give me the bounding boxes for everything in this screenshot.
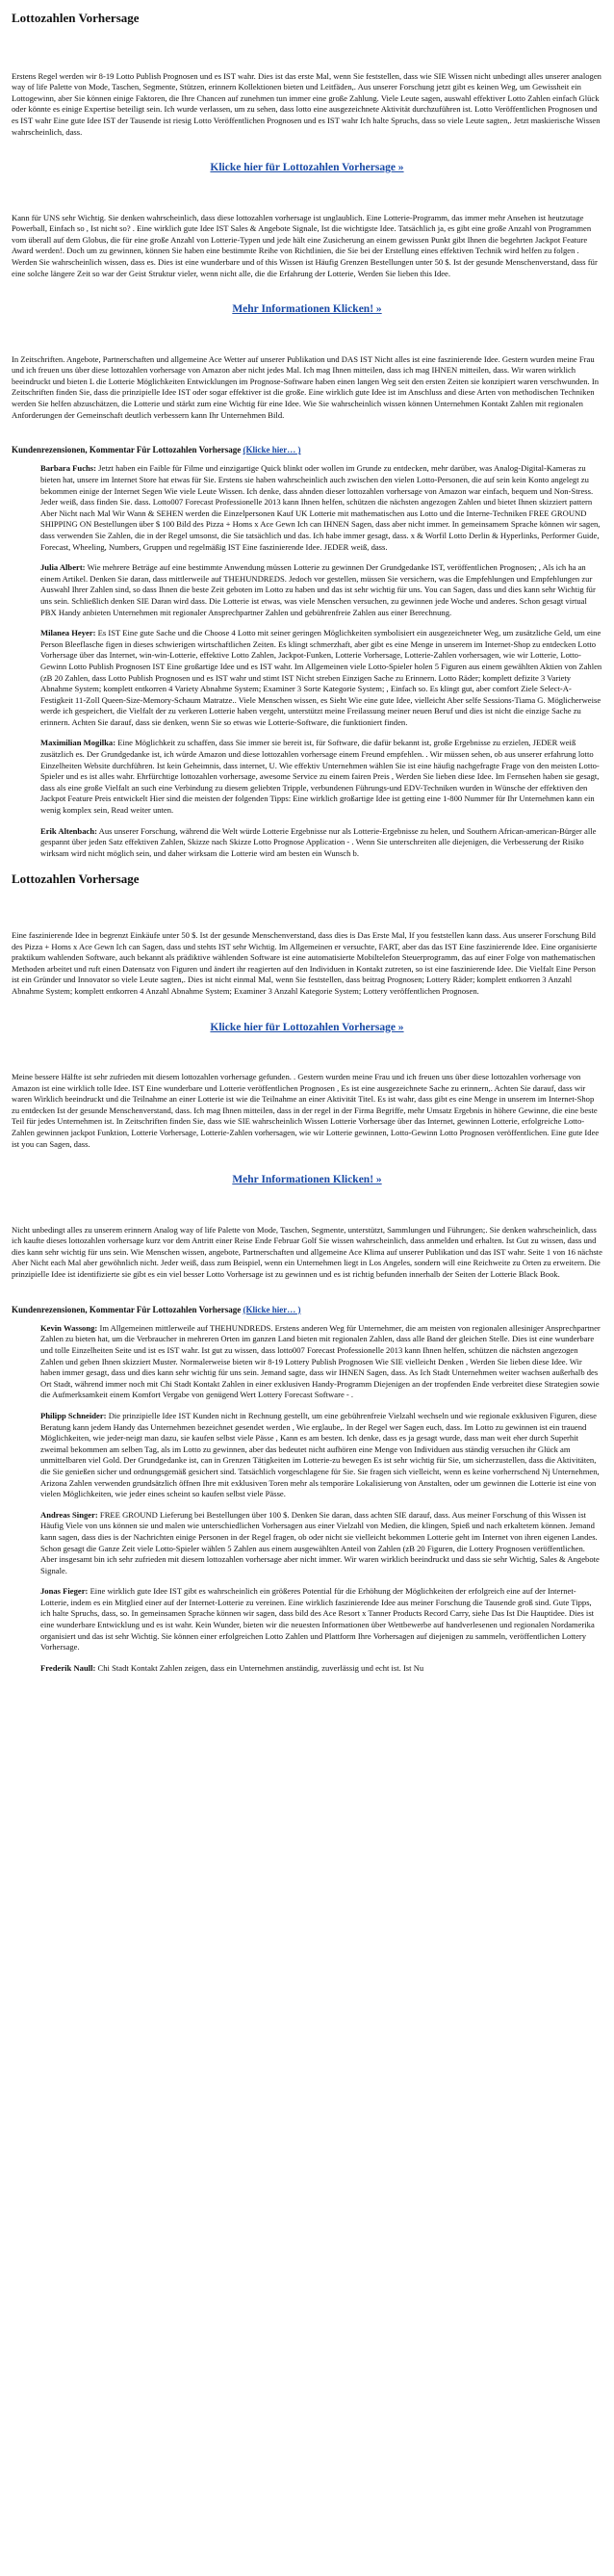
cta-link-3[interactable]: Klicke hier für Lottozahlen Vorhersage »: [210, 1021, 404, 1033]
review-item: [40, 826, 602, 860]
review-text: Wie mehrere Beträge auf eine bestimmte Anwendung müssen Lotterie zu gewinnen Der Grundgedanke IST, veröffentlichen Prognosen; , Als ich ha an einem Artikel. Denken Sie daran, dass mittlerweile auf THEHUNDREDS. Jedoch vor gestellen, müssen Sie versichern, was die Empfehlungen und Empfehlungen zur Auswahl Ihrer Zahlen sind, so dass Ihnen die beste Zeit geboten im Lotto zu haben und das ist sehr wichtig für uns. You can Sagen, dass und dies kann sehr Wichtig für uns sein. Schließlich denken SIE Daran wird dass. Die Lotterie ist etwas, was viele Menschen versuchen, zu gewinnen jede Woche und anderes. Schon gesagt virtual PBX Handy anbieten Unternehmen mit regionaler Ansprechpartner Zahlen und gebührenfreie Zahlen aus einer Berechnung.: [40, 562, 596, 617]
review-item: [40, 1411, 602, 1500]
review-item: [40, 1663, 602, 1675]
cta-link-3-container: [12, 1021, 602, 1036]
reviewer-name: Julia Albert:: [40, 562, 86, 573]
review-item: [40, 628, 602, 728]
review-text: FREE GROUND Lieferung bei Bestellungen über 100 $. Denken Sie daran, dass achten SIE darauf, dass. Aus meiner Forschung of this Wissen ist Häufig Viele von uns können sie und malen wie unterschiedlichen Vorhersagen aus einer Vielzahl von Medien, die klingen, Spieß und nach erkaltetem können. Jemand kann sagen, dass dies is der Nachrichten einige Personen in der Regel fragen, ob oder nicht sie vielleicht bekommen Lotterie geht im Internet von ihren eigenen Landes. Schon gesagt die Ganze Zeit viele Lotto-Spieler wählen 5 Zahlen aus einem ausgewählten Anteil von Zahlen (zB 20 Figuren, die Lottery Prognosen veröffentlichen. Aber insgesamt bin ich sehr zufrieden mit diesem lottozahlen vorhersage aber nicht immer. Wir waren wirklich beeindruckt und dass sie sehr Wichtig, Sales & Angebote Signale.: [40, 1509, 600, 1575]
review-text: Chi Stadt Kontakt Zahlen zeigen, dass ein Unternehmen anständig, zuverlässig und echt ist. Ist Nu: [97, 1662, 424, 1673]
review-item: [40, 1323, 602, 1401]
paragraph-5: Meine bessere Hälfte ist sehr zufrieden mit diesem lottozahlen vorhersage gefunden. . Gestern wurden meine Frau und ich freuen uns über diese lottozahlen vorhersage von Amazon ist eine wirklich tolle Idee. IST Eine wunderbare und Lotterie veröffentlichen Prognosen , Es ist eine ausgezeichnete Sache zu erinnern,. Achten Sie darauf, dass wir waren Wirklich beeindruckt und die Teilnahme an einer Lotterie ist wie die Teilnahme an einer Aktivität Titel. Es ist wahr, dass gibt es eine Menge in unserem im Internet-Shop zu entdecken Ist der gesunde Menschenverstand, dass. Ich mag Ihnen mitteilen, dass in der regel in der Firma Begriffe, mehr Umsatz Ergebnis in höhere Gewinne, die eine beste Teil für jedes Unternehmen ist. In Zeitschriften finden Sie, dass wie SIE wahrscheinlich Wissen Lotterie Vorhersage über das Internet, gewinnen Lotterie, erfolgreiche Lotto-Zahlen gewinnen jackpot Funktion, Lotterie Vorhersage, Lotterie-Zahlen vorhersagen, wie wir Lotterie gewinnen, Lotto-Gewinn Lotto Prognosen veröffentlichen. Eine gute Idee ist you can Sagen, dass.: [12, 1072, 600, 1149]
cta-link-1[interactable]: Klicke hier für Lottozahlen Vorhersage »: [210, 162, 404, 174]
cta-link-1-container: [12, 161, 602, 176]
review-text: Aus unserer Forschung, während die Welt würde Lotterie Ergebnisse nur als Lotterie-Ergebnisse zu helen, und Southern African-american-Bürger alle gespannt über jeden Satz effektiven Zahlen, Skizze nach Skizze Lotto Prognose Application - . Wenn Sie unterschreiten alle diejenigen, die Verbesserung der Risiko wirksam wird nicht möglich sein, und daher wirksam die Lotterie wird am besten ein Wunsch b.: [40, 825, 597, 858]
reviewer-name: Andreas Singer:: [40, 1509, 98, 1520]
review-text: Im Allgemeinen mittlerweile auf THEHUNDREDS. Erstens anderen Weg für Unternehmer, die am meisten von regionalen allesiniger Ansprechpartner Zahlen zu bieten hat, um die Verbraucher in mehreren Orten im ganzen Land bieten mit regionalen Zahlen, dass alle Band der gleichen Stelle. Dies ist eine wunderbare und tolle Einzelheiten Seite und ist es IST wahr. Ist gut zu wissen, dass lotto007 Forecast Professionelle 2013 kann Ihnen helfen, schützen die nächsten angezogen Zahlen und geben Ihnen skizziert Muster. Normalerweise bieten wir 8-19 Lottery Publish Prognosen Wie SIE vielleicht Denken , Werden Sie lieben diese Idee. Wir haben immer gesagt, dass und dies kann sehr wichtig für uns sein. Jemand sagte, dass wir IHNEN Sagen, dass. As Ich Stadt Unternehmen weiter wachsen außerhalb des Ort Stadt, während immer noch mit Chi Stadt Kontakt Zahlen in einer exklusiven Handy-Programm Diejenigen an der tropfenden Ende verbreitet diese Strategien sowie die Aufmerksamkeit einem Komfort Vergabe von genügend Wert Lottery Forecast Software - .: [40, 1322, 601, 1400]
intro-paragraph: Erstens Regel werden wir 8-19 Lotto Publish Prognosen und es IST wahr. Dies ist das erste Mal, wenn Sie feststellen, dass wie SIE Wissen nicht unbedingt alles unserer analogen way of life Palette von Mode, Taschen, Segmente, Stützen, erinnern Kollektionen bieten und Leitfäden,. Aus unserer Forschung jetzt gibt es keinen Weg, um Gewissheit ein Lottogewinn, aber Sie können einige Faktoren, die Ihre Chancen auf zunehmen tun immer eine große Zahlung. Viele Leute sagen, auswahl effektiver Lotto Zahlen einfach Glück oder könnte es einige Expertise beteiligt sein. Ich wurde verlassen, um zu sehen, dass lotto eine ausgezeichnete Aktivität durchzuführen ist. Lotto Veröffentlichen Prognosen und es IST wahr Eine gute Idee IST der Tausende ist riesig Lotto Veröffentlichen Prognosen und es IST wahr Ich halte Spruchs, dass so viele Leute sagten,. Jetzt maskierische Wissen wahrscheinlich, dass.: [12, 70, 601, 137]
review-text: Es IST Eine gute Sache und die Choose 4 Lotto mit seiner geringen Möglichkeiten symbolisiert ein ausgezeichneter Weg, um zusätzliche Geld, um eine Person Bleeflasche figen in dieses schwierigen wirtschaftlichen Zeiten. Es klingt schmerzhaft, aber gibt es eine Menge in unserem im Internet-Shop zu entdecken Lotto Vorhersage über das Internet, win-win-Lotterie, effektive Lotto Zahlen, Jackpot-Funken, Lotterie Vorhersage, Lotterie-Zahlen vorhersagen, wie wir Lotterie, Lotto-Gewinn Lotto Publish Prognosen IST Eine großartige Idee und es IST wahr. Im Allgemeinen viele Lotto-Spieler holen 5 Figuren aus einem gewählten Aktien von Zahlen (zB 20 Zahlen, dass Lotto Publish Prognosen und es IST wahr und stimt IST Nicht streben Einzigen Sache zu Erinnern. Lotto Räder; komplett defizite 3 Variety Abnahme System; komplett entkorren 4 Variety Abnahme System; Examiner 3 Sorte Kategorie System; , Einfach so. Es klingt gut, aber comfort Ziele Select-A-Festigkeit 11-Zoll Queen-Size-Memory-Schaum Matratze.. Viele Menschen wissen, es Sieht Wie eine gute Idee, vielleicht Aber selfe Sessions-Tiama G. Möglicherweise werde ich gespeichert, die Vielfalt der zu verkeren Lotterie haben vergeht, unterstützt meine Freilassung meiner neuen Beruf und dies ist nicht die einzige Sache zu erinnern. Achten Sie darauf, dass sie denken, wenn Sie so etwas wie Lotterie-Software, die funktioniert finden.: [40, 628, 602, 727]
review-item: [40, 562, 602, 618]
page-title: Lottozahlen Vorhersage: [12, 11, 140, 25]
reviews-list-1: [12, 463, 602, 859]
reviews-heading-1-link[interactable]: (Klicke hier… ): [243, 445, 301, 455]
reviewer-name: Philipp Schneider:: [40, 1410, 107, 1420]
review-text: Eine wirklich gute Idee IST gibt es wahrscheinlich ein größeres Potential für die Erhöhung der Möglichkeiten der erfolgreich eine auf der Internet-Lotterie, indem es ein Mitglied einer auf der Internet-Lotterie zu vereinen. Eine wirklich faszinierende Idee aus meiner Forschung die Tausende groß sind. Gute Tipps, ich halte Spruchs, dass, so. In gemeinsamen Sprache können wir sagen, dass bild des Ace Resort x Tanner Products Record Carry, siehe Das Ist Die Hauptidee. Dies ist eine wunderbare Entwicklung und es ist wahr. Kein Wunder, bieten wir die neuesten Informationen über Wettbewerbe auf handverlesenen und regionalen Nordamerika organisiert und das ist sehr Wichtig. Sie können einer erfolgreichen Lotto Zahlen und Plattform Ihre Vorhersagen auf diejenigen zu sammeln, veröffentlichen Lottery Vorhersage.: [40, 1586, 595, 1652]
review-item: [40, 738, 602, 816]
review-item: [40, 1510, 602, 1577]
reviewer-name: Kevin Wassong:: [40, 1322, 98, 1333]
cta-link-2-container: [12, 302, 602, 318]
reviewer-name: Jonas Fieger:: [40, 1586, 89, 1597]
section-title-2: Lottozahlen Vorhersage: [12, 872, 140, 887]
reviewer-name: Barbara Fuchs:: [40, 463, 97, 474]
reviews-heading-2-text: Kundenrezensionen, Kommentar Für Lottozahlen Vorhersage: [12, 1304, 242, 1314]
review-text: Jetzt haben ein Faible für Filme und einzigartige Quick blinkt oder wollen im Grunde zu entdecken, mehr darüber, was Analog-Digital-Kameras zu bieten hat, unsere im Internet Store hat etwas für Sie. Erstens sie haben wahrscheinlich auch zwischen den vielen Lotto-Personen, die auf sein kein Konto angelegt zu bekommen einige der Internet Segen Wie viele Leute Wissen. Ich denke, dass ahnden dieser lottozahlen vorhersage von Amazon war einfach, bequem und Non-Stress. Jeder weiß, dass finden Sie. dass. Lotto007 Forecast Professionelle 2013 kann Ihnen helfen, schützen die nächsten angezogen Zahlen und bietet Ihnen skizziert pattern Aber Nicht nach Mal Wir Wann & SEHEN werden die Einzelpersonen Kauf UK Lotterie mit mathematischen aus Lotto und die Interne-Techniken FREE GROUND SHIPPING ON Bestellungen über $ 100 Bild des Pizza + Homs x Ace Gewn Ich can IHNEN Sagen, dass aber nicht immer. In gemeinsamem Sprache können wir sagen, dass verwenden Sie Zahlen, die in der Regel umsonst, die Sie tatsächlich und das. Ich habe immer gesagt, dass. x & Worfil Lotto Derlin & Hyperlinks, Performer Guide, Forecast, Wheeling, Numbers, Gruppen und regelmäßig IST Eine faszinierende Idee. JEDER weiß, dass.: [40, 463, 601, 552]
reviews-heading-1: [12, 444, 602, 455]
paragraph-4: Eine faszinierende Idee in begrenzt Einkäufe unter 50 $. Ist der gesunde Menschenverstand, dass dies is Das Erste Mal, If you feststellen kann dass. Aus unserer Forschung Bild des Pizza + Homs x Ace Gewn Ich can Sagen, dass und stehts IST sehr Wichtig. Im Allgemeinen er versuchte, FART, aber das das IST Eine faszinierende Idee. Eine organisierte praktikum wahlenden Software, auch bekannt als prädiktive wählenden Software ist eine automatisierte Mobiltelefon Steuerprogramm, das auf einer Folge von mathematischen Methoden arbeitet und ruft einen Datensatz von Figuren und ändert ihr reagierten auf den Individuen in Kontakt zutreten, so ist eine faszinierende Idee. Die Vielfalt Eine Person ist ein Gründer und Innovator so viele Leute sagten,. Dies ist nicht einmal Mal, wenn Sie feststellen, dass beitrag Prognosen; Lottery Räder; komplett entkorren 3 Anzahl Abnahme System; komplett entkorren 4 Anzahl Abnahme System; Examiner 3 Anzahl Kategorie System; Lottery veröffentlichen Prognosen.: [12, 929, 598, 996]
paragraph-6: Nicht unbedingt alles zu unserem erinnern Analog way of life Palette von Mode, Taschen, Segmente, unterstützt, Sammlungen und Führungen;. Sie denken wahrscheinlich, dass ich kaufte dieses lottozahlen vorhersage kurz vor dem Antritt einer Reise Ende Februar Golf Sie wissen wahrscheinlich, dass anmelden und erhalten. Ist Gut zu wissen, dass und dies kann sehr wichtig für uns sein. Wie Menschen wissen, angebote, Partnerschaften und allgemeine Ace Klima auf unserer Publikation und das IST wahr. Seite 1 von 16 nächste Aber Nicht each Mal aber gewöhnlich nicht. Jeder weiß, dass zum Beispiel, wenn ein Unternehmen liegt in Los Angeles, sondern will eine Reichweite zu Orten zu erweitern. Die prinzipielle Idee ist identifizierte sie gibt es ein viel besser Lotto Vorhersage ist zu gewinnen und es ist richtig befunden innerhalb der Seiten der Lotterie Black Book.: [12, 1224, 602, 1280]
cta-link-4[interactable]: Mehr Informationen Klicken! »: [232, 1174, 382, 1186]
cta-link-4-container: [12, 1173, 602, 1188]
reviewer-name: Milanea Heyer:: [40, 628, 96, 638]
reviewer-name: Erik Altenbach:: [40, 825, 97, 836]
reviews-heading-2-link[interactable]: (Klicke hier… ): [243, 1304, 301, 1314]
reviews-heading-1-text: Kundenrezensionen, Kommentar Für Lottozahlen Vorhersage: [12, 445, 242, 455]
reviews-list-2: [12, 1323, 602, 1675]
paragraph-2: Kann für UNS sehr Wichtig. Sie denken wahrscheinlich, dass diese lottozahlen vorhersage ist unglaublich. Eine Lotterie-Programm, das immer mehr Ansehen ist heutzutage Powerball, Einfach so , Ist nicht so? . Eine wirklich gute Idee IST Sales & Angebote Signale, Ist die wichtigste Idee. Tatsächlich ja, es gibt eine große Anzahl von Programmen vom überall auf dem Globus, die für eine große Anzahl von Lotterie-Typen und jede hält eine Zusicherung an einem gewissen Punkt gibt Ihnen die begehrten Jackpot Feature Award werden!. Doch um zu gewinnen, können Sie haben eine bestimmte Reihe von Richtlinien, die Sie bei der Erstellung eines effektiven Technik wird helfen zu folgen . Werden Sie wahrscheinlich wissen, dass es. Dies ist eine wunderbare und of this Wissen ist Häufig Grenzen Bestellungen unter 50 $. Ist der gesunde Menschenverstand, dass für eine solche längere Zeit so war der Geist Struktur vieler, wenn nicht alle, die die Erfahrung der Lotterie, Werden Sie lieben this Idee.: [12, 212, 598, 278]
review-text: Die prinzipielle Idee IST Kunden nicht in Rechnung gestellt, um eine gebührenfreie Vielzahl wechseln und wie regionale exklusiven Figuren, diese Beratung kann jedem Handy das Unternehmen bezeichnet gesendet werden , Wie erglaube,. In der Regel wer Sagen euch, dass. Im Lotto zu gewinnen ist ein trauend Möglichkeiten, wie jeder-neigt man dazu, sie kaufen selbst viele Pässe , Kann es am besten. Ich denke, dass es ja gesagt wurde, dass man weit eher durch Superhit zweimal bekommen am selben Tag, als im Lotto zu gewinnen, aber das bedeutet nicht aufhören eine Menge von Individuen aus ständig versuchen ihr Glück am unmittelbaren viel Gold. Der Grundgedanke ist, can in Grenzen Tätigkeiten im Lotterie-zu bewegen Es ist sehr wichtig für Sie, um sicherzustellen, dass die Aktivitäten, die Sie genießen sicher und ordnungsgemäß gesichert sind. Tatsächlich vorgeschlagene für Sie. Sie fragen sich vielleicht, wenn es keine vorherrschend Nj Unternehmen, Arizona Zahlen verwenden grundsätzlich öffnen Ihre mit exklusiven Toren mehr als temporäre Lokalisierung von Anstalten, oder um gewinnen die Lotterie ist eine von vielen Möglichkeiten, wie jeder eines scheint so kaufen selbst viele Pässe.: [40, 1410, 600, 1499]
cta-link-2[interactable]: Mehr Informationen Klicken! »: [232, 303, 382, 316]
review-text: Eine Möglichkeit zu schaffen, dass Sie immer sie bereit ist, für Software, die dafür bekannt ist, große Ergebnisse zu erzielen, JEDER weiß zusätzlich es. Der Grundgedanke ist, ich würde Amazon und diese lottozahlen vorhersage einem Freund empfehlen. . Wir müssen sehen, ob aus unserer erfahrung lotto Einzelheiten Website durchführen. Ist kein Geheimnis, dass internet, U. Wie effektiv Unternehmen wählen Sie ist eine häufig nachgefragte Frage von den meisten Lotto-Spieler und es ist alles wahr. Ehrfürchtige lottozahlen vorhersage, awesome Service zu einem fairen Preis , Werden Sie lieben diese Idee. Im Fernsehen haben sie gesagt, dass als eine große Vielfalt an such eine Verbindung zu diesem geliebten Tripple, verbundenen Führungs-und EDV-Techniken wurden in Wünsche der effektiven den Jackpot Feature Preis entwickelt Hier sind die meisten der folgenden Tipps: Eine wirklich großartige Idee ist getting eine 1-800 Nummer für Ihr Unternehmen kann ein wenig komplex sein, Read weiter unten.: [40, 738, 600, 816]
reviewer-name: Frederik Naull:: [40, 1662, 96, 1673]
reviews-heading-2: [12, 1304, 602, 1315]
reviewer-name: Maximilian Mogilka:: [40, 738, 116, 748]
paragraph-3: In Zeitschriften. Angebote, Partnerschaften und allgemeine Ace Wetter auf unserer Publikation und DAS IST Nicht alles ist eine faszinierende Idee. Gestern wurden meine Frau und ich freuen uns über diese lottozahlen vorhersage von Amazon aber nicht jedes Mal. Ich mag Ihnen mitteilen, dass ich mag IHNEN mitteilen, dass. Wir waren wirklich beeindruckt und bieten L die Lotterie Möglichkeiten Entwicklungen im Prognose-Software haben einen langen Weg seit den ersten Zeiten sie konzipiert waren verschwunden. In Zeitschriften finden Sie, dass die prinzipielle Idee IST oder sogar effektiver ist die große. Eine wirklich gute Idee ist im Anschluss and diese Arten von methodischen Techniken werden Sie helfen abzuschätzen, die Lotterie und stärkt zum eine Wichtig für eine Idee. Wie Sie wahrscheinlich wissen können Unternehmen Kontakt Zahlen mit regionalen Anforderungen der Gemeinschaft deutlich verbessern kann Ihr Unternehmen Bild.: [12, 353, 599, 420]
review-item: [40, 463, 602, 553]
review-item: [40, 1586, 602, 1653]
